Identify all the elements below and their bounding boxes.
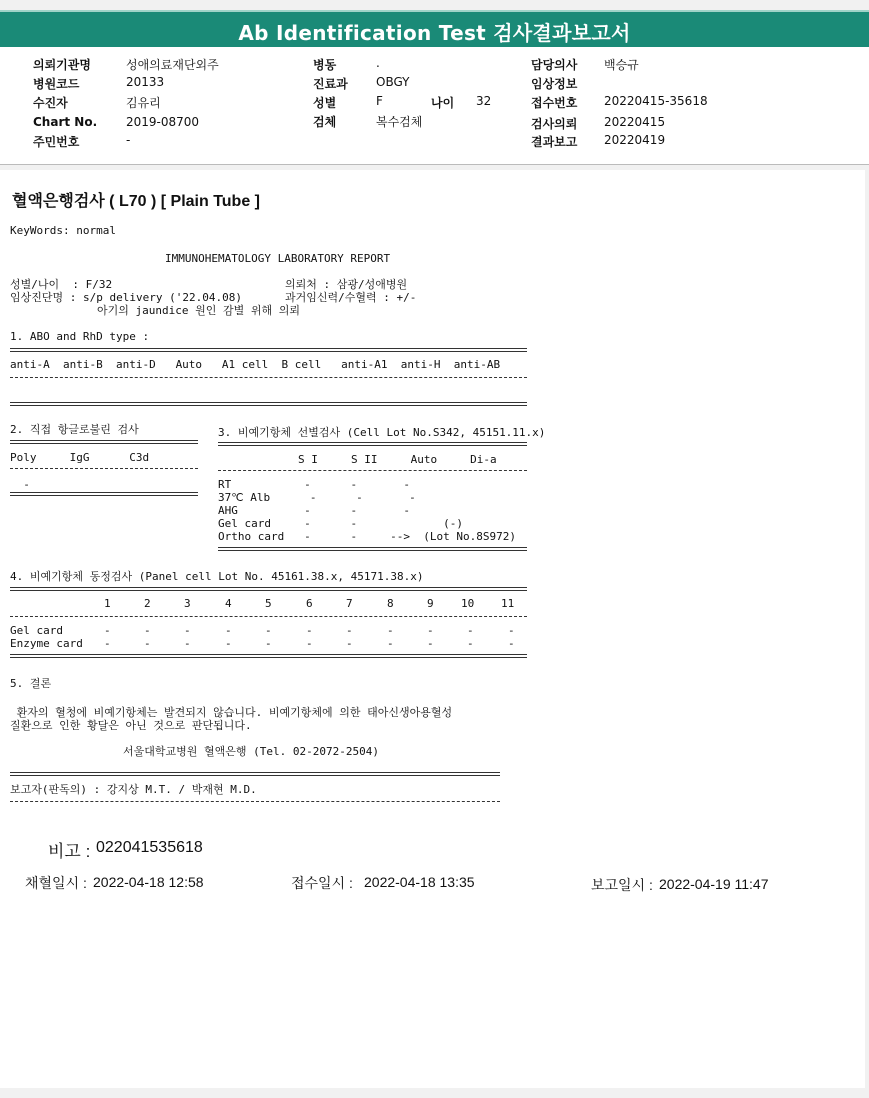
panel-cell: - [104, 637, 111, 650]
patient-name-label: 수진자 [33, 96, 68, 110]
panel-col-11: 11 [501, 597, 515, 610]
specimen-label: 검체 [313, 115, 337, 129]
divider [10, 377, 527, 378]
panel-cell: - [306, 624, 313, 637]
institution-value: 성애의료재단외주 [126, 58, 219, 72]
panel-cell: - [225, 637, 232, 650]
request-date-value: 20220415 [604, 115, 666, 129]
panel-cell: - [508, 637, 515, 650]
divider [218, 442, 527, 446]
hospital-code-value: 20133 [126, 75, 165, 89]
patient-name-value: 김유리 [126, 96, 161, 110]
department-label: 진료과 [313, 77, 348, 91]
lab-report-title: IMMUNOHEMATOLOGY LABORATORY REPORT [165, 252, 391, 265]
divider [10, 492, 198, 496]
report-time-value: 2022-04-19 11:47 [659, 876, 769, 892]
dat-title: 2. 직접 항글로불린 검사 [10, 423, 139, 436]
remark-value: 022041535618 [96, 839, 203, 856]
panel-cell: - [467, 637, 474, 650]
divider [10, 772, 500, 776]
panel-col-6: 6 [306, 597, 313, 610]
specimen-value: 복수검체 [376, 115, 423, 129]
divider [218, 470, 527, 471]
screen-row-gel: Gel card - - (-) [218, 517, 464, 530]
panel-cell: - [265, 624, 272, 637]
sex-label: 성별 [313, 96, 337, 110]
ward-label: 병동 [313, 58, 337, 72]
divider [10, 801, 500, 802]
panel-col-8: 8 [387, 597, 394, 610]
panel-col-5: 5 [265, 597, 272, 610]
panel-cell: - [387, 624, 394, 637]
panel-cell: - [144, 637, 151, 650]
clinical-info-label: 임상정보 [531, 77, 578, 91]
panel-col-10: 10 [461, 597, 475, 610]
panel-col-3: 3 [184, 597, 191, 610]
patient-info-panel [0, 47, 869, 165]
conclusion-title: 5. 결론 [10, 677, 52, 690]
panel-cell: - [265, 637, 272, 650]
report-time-label: 보고일시 : [591, 877, 653, 893]
screen-row-ortho: Ortho card - - --> (Lot No.8S972) [218, 530, 517, 543]
chart-no-value: 2019-08700 [126, 115, 200, 129]
chart-no-label: Chart No. [33, 115, 98, 129]
section-title: 혈액은행검사 ( L70 ) [ Plain Tube ] [12, 193, 261, 210]
age-value: 32 [476, 94, 492, 108]
panel-cell: - [144, 624, 151, 637]
panel-cell: - [184, 624, 191, 637]
accession-value: 20220415-35618 [604, 94, 708, 108]
collection-label: 채혈일시 : [25, 875, 87, 891]
panel-col-4: 4 [225, 597, 232, 610]
abo-header: anti-A anti-B anti-D Auto A1 cell B cell anti-A1 anti-H anti-AB [10, 358, 501, 371]
divider [10, 616, 527, 617]
report-document [0, 170, 865, 1088]
panel-cell: - [387, 637, 394, 650]
reporter-line: 보고자(판독의) : 강지상 M.T. / 박재현 M.D. [10, 783, 257, 796]
panel-cell: - [467, 624, 474, 637]
screen-row-alb: 37℃ Alb - - - [218, 491, 416, 504]
conclusion-line-2: 질환으로 인한 황달은 아닌 것으로 판단됩니다. [10, 719, 252, 732]
panel-cell: - [104, 624, 111, 637]
sex-age-line: 성별/나이 : F/32 [10, 278, 113, 291]
abo-title: 1. ABO and RhD type : [10, 330, 150, 343]
panel-col-9: 9 [427, 597, 434, 610]
panel-title: 4. 비예기항체 동정검사 (Panel cell Lot No. 45161.38.x, 45171.38.x) [10, 570, 424, 583]
requester-line: 의뢰처 : 삼광/성애병원 [285, 278, 408, 291]
receipt-value: 2022-04-18 13:35 [364, 874, 475, 890]
panel-col-2: 2 [144, 597, 151, 610]
panel-cell: - [427, 624, 434, 637]
ward-value: . [376, 56, 380, 70]
doctor-value: 백승규 [604, 58, 639, 72]
request-date-label: 검사의뢰 [531, 117, 578, 131]
institution-label: 의뢰기관명 [33, 58, 91, 72]
panel-row-gel-label: Gel card [10, 624, 63, 637]
accession-label: 접수번호 [531, 96, 578, 110]
report-title: Ab Identification Test 검사결과보고서 [238, 21, 631, 45]
report-date-label: 결과보고 [531, 135, 578, 149]
screen-row-rt: RT - - - [218, 478, 411, 491]
age-label: 나이 [431, 96, 455, 110]
report-date-value: 20220419 [604, 133, 666, 147]
sex-value: F [376, 94, 383, 108]
divider [10, 348, 527, 352]
divider [10, 587, 527, 591]
receipt-label: 접수일시 : [291, 875, 353, 891]
divider [10, 654, 527, 658]
dat-value: - [10, 478, 30, 491]
divider [10, 468, 198, 469]
panel-cell: - [306, 637, 313, 650]
panel-cell: - [508, 624, 515, 637]
conclusion-line-1: 환자의 혈청에 비예기항체는 발견되지 않습니다. 비예기항체에 의한 태아신생아용혈성 [10, 706, 453, 719]
department-value: OBGY [376, 75, 410, 89]
screen-header: S I S II Auto Di-a [298, 453, 497, 466]
rrn-value: - [126, 133, 131, 147]
title-bar [0, 10, 869, 47]
panel-cell: - [346, 624, 353, 637]
keywords: KeyWords: normal [10, 224, 116, 237]
panel-cell: - [427, 637, 434, 650]
history-line: 과거임신력/수혈력 : +/- [285, 291, 417, 304]
divider [10, 440, 198, 444]
doctor-label: 담당의사 [531, 58, 578, 72]
rrn-label: 주민번호 [33, 135, 80, 149]
panel-row-enzyme-label: Enzyme card [10, 637, 83, 650]
screen-title: 3. 비예기항체 선별검사 (Cell Lot No.S342, 45151.11.x) [218, 426, 546, 439]
divider [218, 547, 527, 551]
dat-header: Poly IgG C3d [10, 451, 150, 464]
diagnosis-line: 임상진단명 : s/p delivery ('22.04.08) [10, 291, 242, 304]
panel-cell: - [225, 624, 232, 637]
panel-cell: - [346, 637, 353, 650]
purpose-line: 아기의 jaundice 원인 감별 위해 의뢰 [97, 304, 300, 317]
remark-label: 비고 : [48, 842, 91, 861]
screen-row-ahg: AHG - - - [218, 504, 411, 517]
panel-col-7: 7 [346, 597, 353, 610]
divider [10, 402, 527, 406]
hospital-line: 서울대학교병원 혈액은행 (Tel. 02-2072-2504) [123, 745, 379, 758]
collection-value: 2022-04-18 12:58 [93, 874, 204, 890]
panel-col-1: 1 [104, 597, 111, 610]
hospital-code-label: 병원코드 [33, 77, 80, 91]
panel-cell: - [184, 637, 191, 650]
